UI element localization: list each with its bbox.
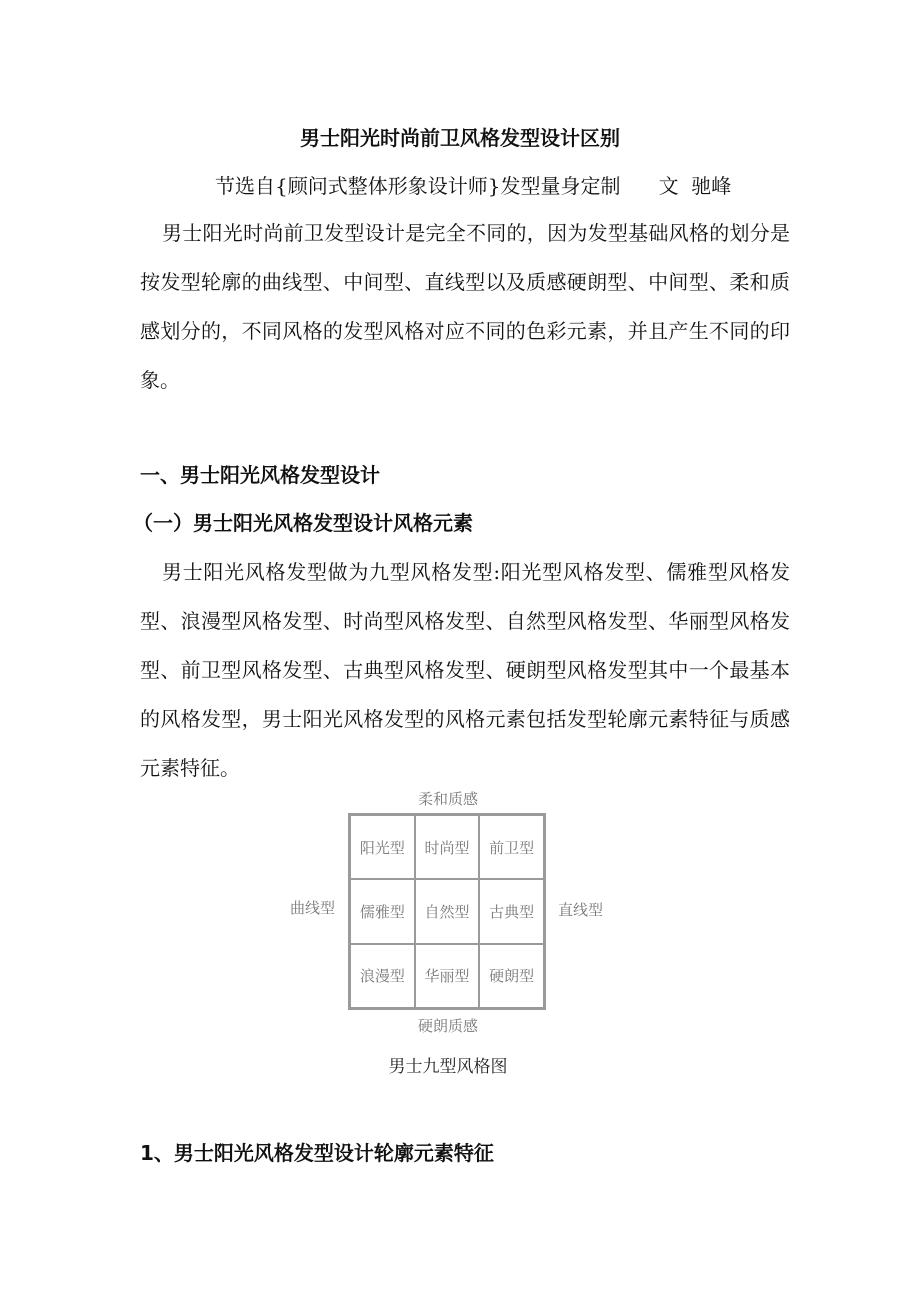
grid-cell: 浪漫型	[350, 944, 415, 1008]
axis-label-bottom: 硬朗质感	[417, 1017, 478, 1035]
grid-cell: 时尚型	[415, 815, 480, 879]
grid-cell: 阳光型	[350, 815, 415, 879]
subsection-heading: （一）男士阳光风格发型设计风格元素	[133, 511, 473, 535]
style-grid	[348, 813, 546, 1010]
grid-cell: 前卫型	[479, 815, 544, 879]
grid-cell: 自然型	[415, 879, 480, 943]
document-subtitle: 节选自{顾问式整体形象设计师}发型量身定制 文 驰峰	[215, 174, 732, 198]
document-title: 男士阳光时尚前卫风格发型设计区别	[300, 126, 620, 150]
axis-label-right: 直线型	[558, 901, 604, 919]
axis-label-top: 柔和质感	[417, 790, 478, 808]
intro-paragraph: 男士阳光时尚前卫发型设计是完全不同的，因为发型基础风格的划分是按发型轮廓的曲线型、中间型、直线型以及质感硬朗型、中间型、柔和质感划分的，不同风格的发型风格对应不同的色彩元素，并且产生不同的印象。	[140, 221, 790, 392]
body-paragraph: 男士阳光风格发型做为九型风格发型:阳光型风格发型、儒雅型风格发型、浪漫型风格发型、时尚型风格发型、自然型风格发型、华丽型风格发型、前卫型风格发型、古典型风格发型、硬朗型风格发型其中一个最基本的风格发型，男士阳光风格发型的风格元素包括发型轮廓元素特征与质感元素特征。	[140, 560, 790, 780]
figure-caption: 男士九型风格图	[388, 1057, 508, 1077]
grid-cell: 儒雅型	[350, 879, 415, 943]
axis-label-left: 曲线型	[290, 899, 336, 917]
grid-cell: 古典型	[479, 879, 544, 943]
item-heading: 1、男士阳光风格发型设计轮廓元素特征	[140, 1141, 494, 1165]
grid-cell: 硬朗型	[479, 944, 544, 1008]
nine-style-figure	[280, 786, 640, 1086]
section-heading: 一、男士阳光风格发型设计	[140, 463, 380, 487]
grid-cell: 华丽型	[415, 944, 480, 1008]
